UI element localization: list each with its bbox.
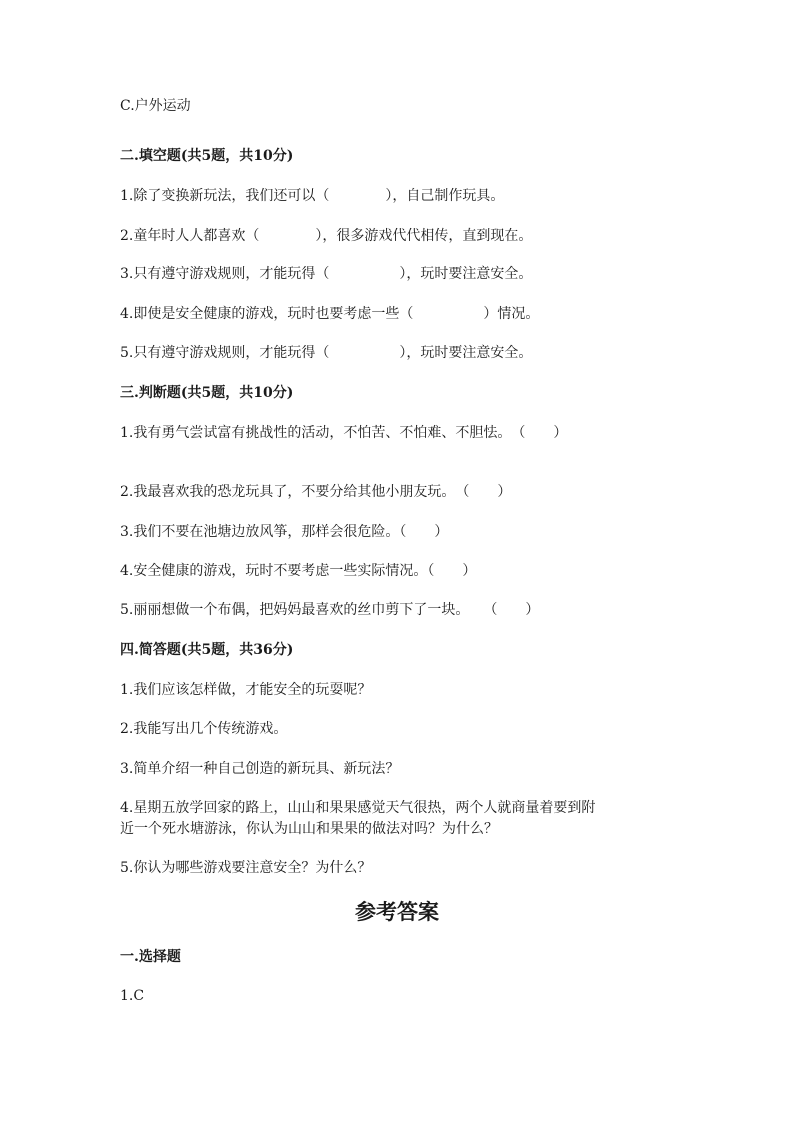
short-answer-item: 1.我们应该怎样做，才能安全的玩耍呢？: [120, 682, 372, 698]
fill-blank-item: 1.除了变换新玩法，我们还可以（ ），自己制作玩具。: [120, 188, 505, 204]
option-c: C.户外运动: [120, 98, 191, 114]
true-false-heading: 三.判断题(共5题，共10分): [120, 385, 294, 401]
true-false-item: 4.安全健康的游戏，玩时不要考虑一些实际情况。（ ）: [120, 563, 477, 579]
true-false-item: 1.我有勇气尝试富有挑战性的活动，不怕苦、不怕难、不胆怯。 （ ）: [120, 425, 568, 441]
short-answer-item: 3.简单介绍一种自己创造的新玩具、新玩法？: [120, 761, 400, 777]
true-false-item: 2.我最喜欢我的恐龙玩具了，不要分给其他小朋友玩。 （ ）: [120, 484, 512, 500]
answer-key-title: 参考答案: [355, 899, 439, 924]
fill-blank-item: 4.即使是安全健康的游戏，玩时也要考虑一些（ ）情况。: [120, 306, 540, 322]
short-answer-heading: 四.简答题(共5题，共36分): [120, 642, 294, 658]
fill-blank-item: 3.只有遵守游戏规则，才能玩得（ ），玩时要注意安全。: [120, 266, 533, 282]
true-false-item: 3.我们不要在池塘边放风筝，那样会很危险。（ ）: [120, 524, 449, 540]
fill-blank-heading: 二.填空题(共5题，共10分): [120, 148, 294, 164]
short-answer-item: 2.我能写出几个传统游戏。: [120, 721, 288, 737]
answer-item: 1.C: [120, 988, 145, 1004]
short-answer-item: 4.星期五放学回家的路上，山山和果果感觉天气很热，两个人就商量着要到附: [120, 800, 596, 816]
short-answer-item-continued: 近一个死水塘游泳，你认为山山和果果的做法对吗？为什么？: [120, 821, 498, 837]
fill-blank-item: 2.童年时人人都喜欢（ ），很多游戏代代相传，直到现在。: [120, 228, 533, 244]
true-false-item: 5.丽丽想做一个布偶，把妈妈最喜欢的丝巾剪下了一块。 （ ）: [120, 602, 540, 618]
fill-blank-item: 5.只有遵守游戏规则，才能玩得（ ），玩时要注意安全。: [120, 345, 533, 361]
answer-section-heading: 一.选择题: [120, 949, 181, 965]
short-answer-item: 5.你认为哪些游戏要注意安全？为什么？: [120, 860, 372, 876]
